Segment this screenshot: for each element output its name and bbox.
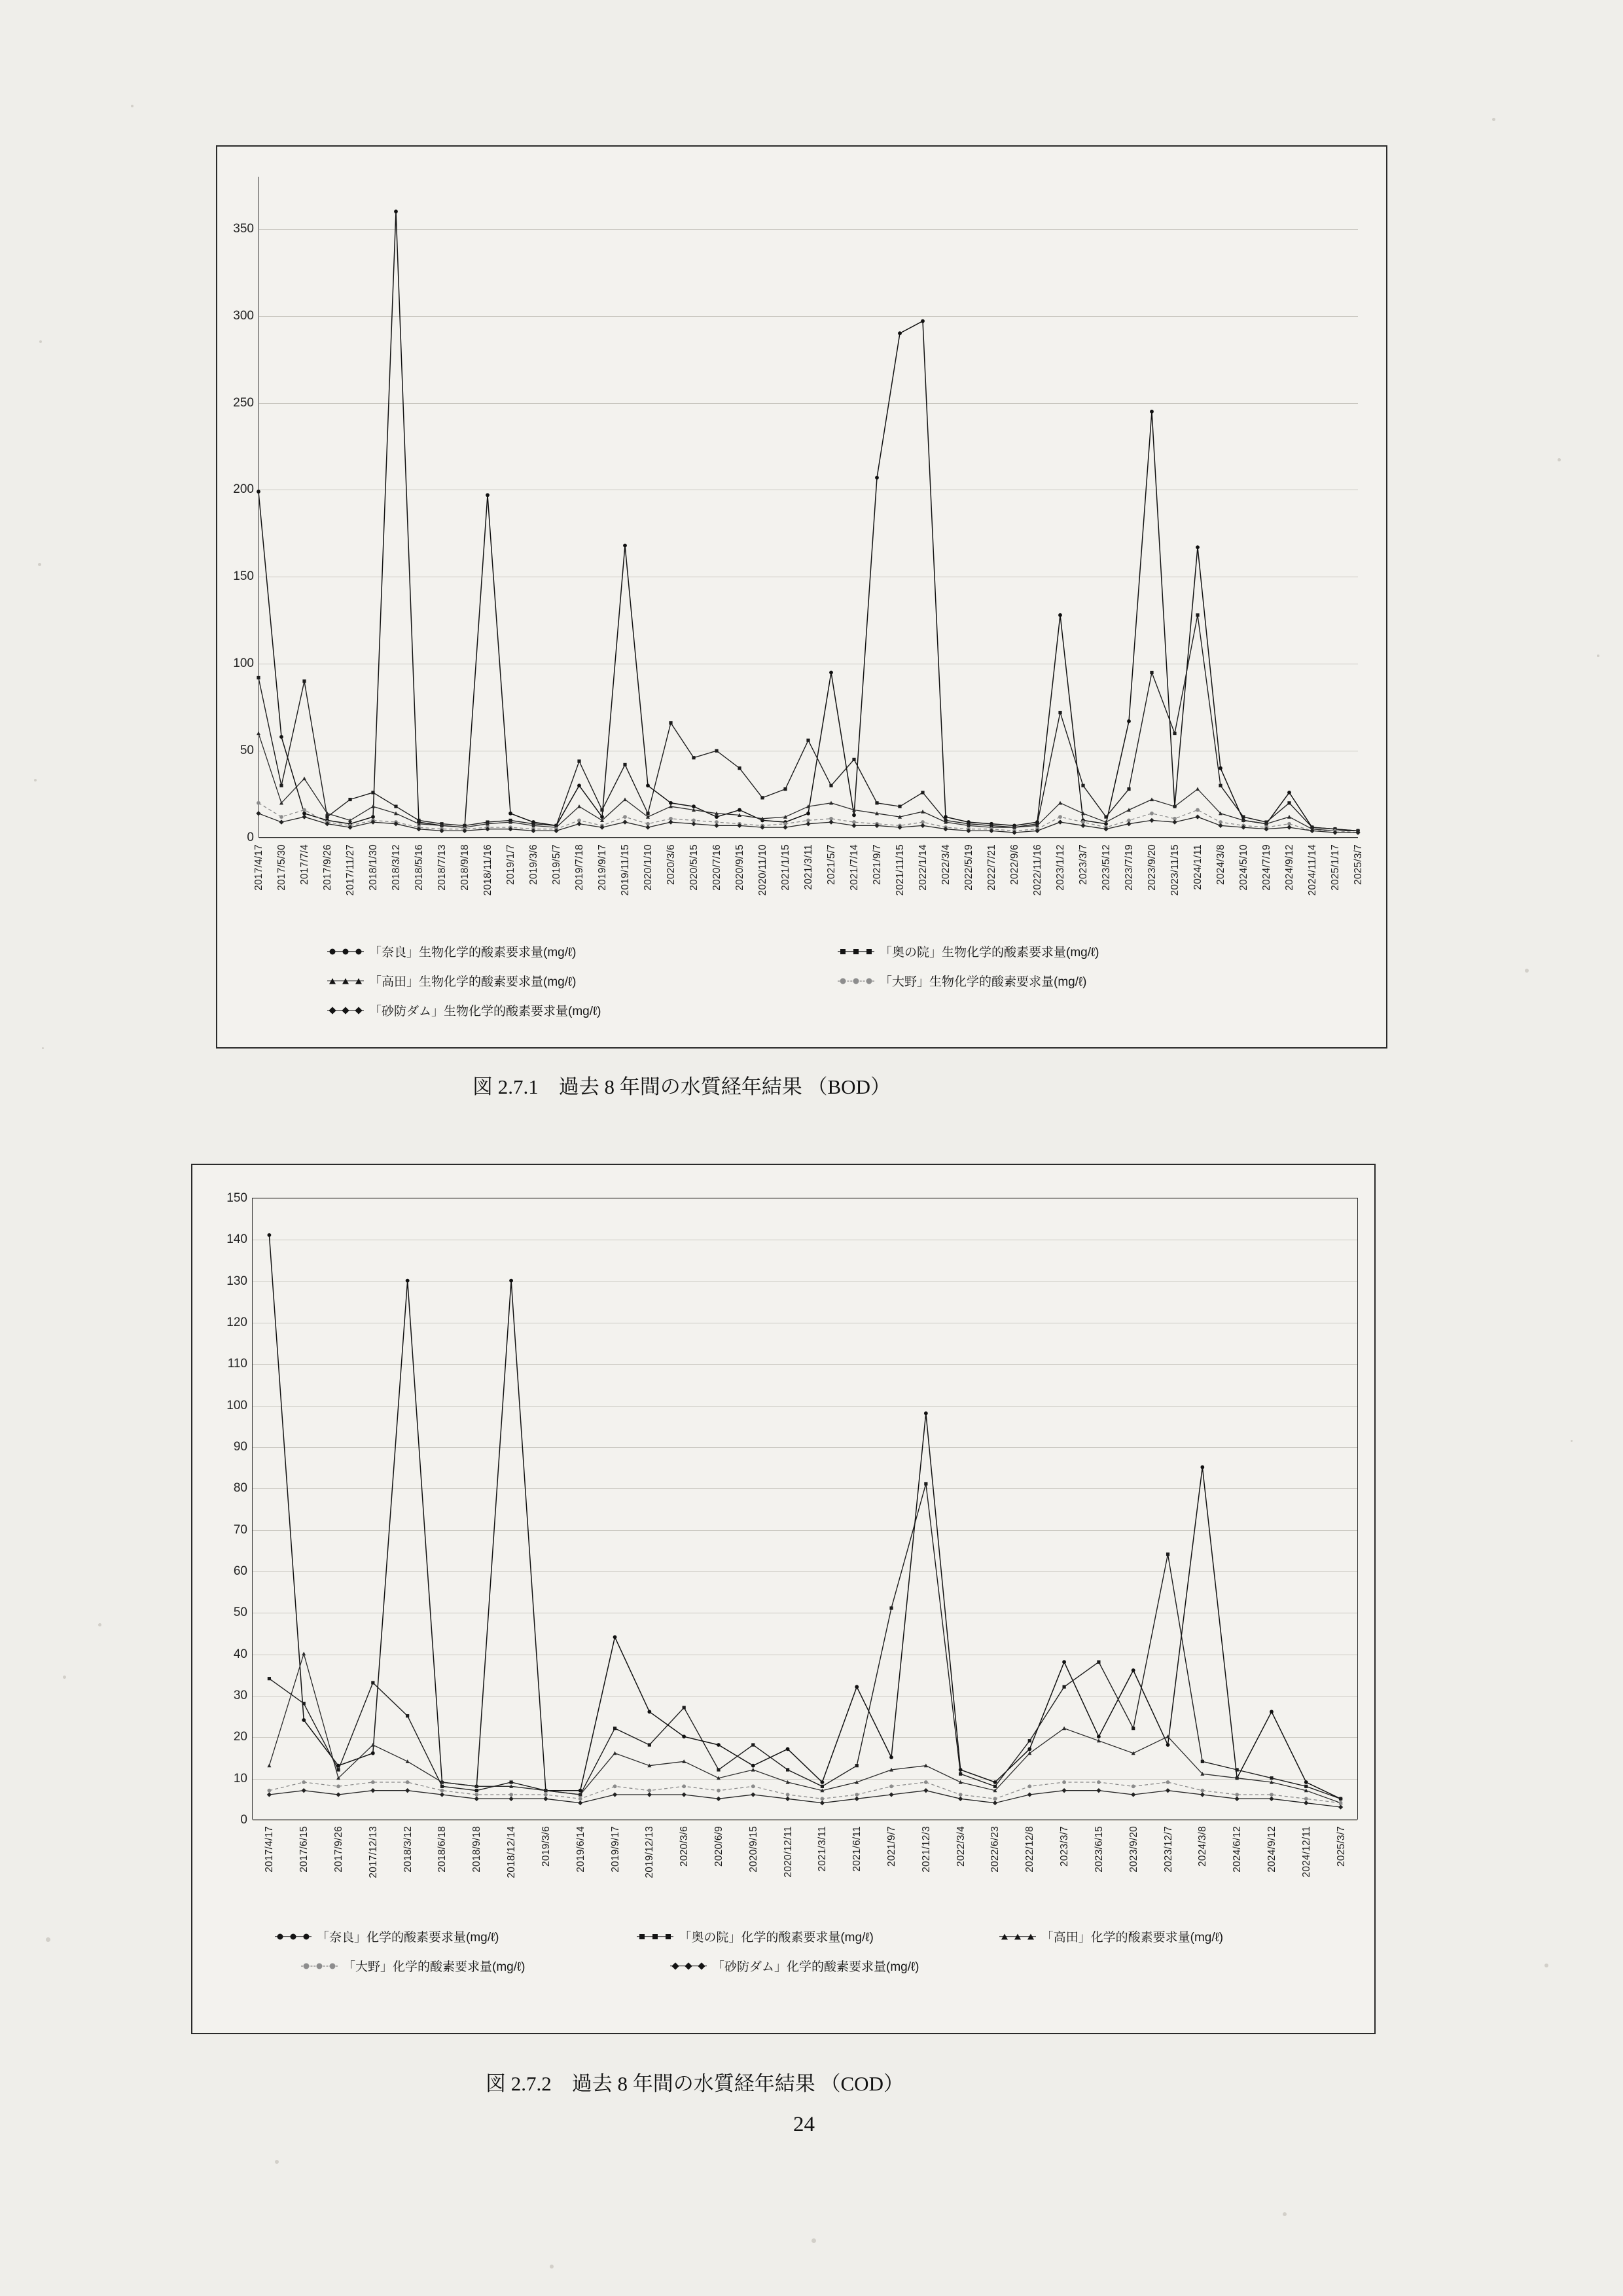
scan-speckle	[812, 2238, 816, 2243]
x-axis-tick-label: 2021/3/11	[803, 844, 814, 890]
gridline	[253, 1779, 1357, 1780]
legend-item	[327, 1001, 825, 1019]
cod-plot-area	[226, 1191, 1358, 1827]
gridline	[253, 1364, 1357, 1365]
scan-speckle	[98, 1623, 101, 1626]
gridline	[253, 1737, 1357, 1738]
x-axis-tick-label: 2020/1/10	[643, 844, 654, 891]
x-axis-tick-label: 2017/4/17	[264, 1826, 276, 1873]
x-axis-tick-label: 2020/9/15	[747, 1826, 759, 1873]
legend-label: 「大野」化学的酸素要求量(mg/ℓ)	[343, 1960, 526, 1974]
legend-swatch-dotlite-icon	[838, 977, 874, 986]
x-axis-tick-label: 2018/5/16	[414, 844, 425, 891]
y-axis-tick-label: 10	[233, 1771, 247, 1785]
scan-speckle	[1283, 2212, 1287, 2216]
x-axis-tick-label: 2023/11/15	[1169, 844, 1181, 896]
x-axis-tick-label: 2017/12/13	[367, 1826, 379, 1878]
x-axis-tick-label: 2018/9/18	[471, 1826, 483, 1873]
legend-label: 「奈良」生物化学的酸素要求量(mg/ℓ)	[369, 946, 577, 960]
gridline	[253, 1406, 1357, 1407]
x-axis-tick-label: 2023/12/7	[1162, 1826, 1174, 1873]
legend-swatch-dot-icon	[327, 947, 364, 956]
x-axis-tick-label: 2019/12/13	[644, 1826, 656, 1878]
x-axis-tick-label: 2018/3/12	[402, 1826, 414, 1873]
x-axis-tick-label: 2022/3/4	[940, 844, 952, 885]
x-axis-tick-label: 2024/3/8	[1197, 1826, 1209, 1867]
scan-speckle	[46, 1937, 50, 1942]
x-axis-tick-label: 2021/1/15	[780, 844, 791, 891]
legend-item	[301, 1957, 648, 1975]
y-axis-tick-label: 110	[227, 1357, 247, 1371]
legend-item	[999, 1928, 1339, 1945]
x-axis-tick-label: 2018/7/13	[437, 844, 448, 891]
x-axis-tick-label: 2025/3/7	[1353, 844, 1364, 885]
legend-item	[275, 1928, 615, 1945]
legend-label: 「高田」生物化学的酸素要求量(mg/ℓ)	[369, 975, 577, 989]
scan-speckle	[131, 105, 134, 107]
y-axis-tick-label: 100	[226, 1398, 247, 1412]
scan-speckle	[38, 563, 41, 566]
x-axis-tick-label: 2024/12/11	[1300, 1826, 1312, 1878]
x-axis-tick-label: 2024/9/12	[1284, 844, 1295, 891]
x-axis-tick-label: 2023/1/12	[1055, 844, 1066, 891]
page-number: 24	[793, 2113, 815, 2136]
x-axis-tick-label: 2022/5/19	[963, 844, 974, 891]
y-axis-tick-label: 50	[240, 744, 254, 758]
gridline	[253, 1488, 1357, 1489]
bod-legend	[327, 942, 1348, 1031]
legend-item	[327, 942, 815, 960]
cod-legend	[275, 1928, 1361, 1986]
x-axis-tick-label: 2023/6/15	[1093, 1826, 1105, 1873]
x-axis-tick-label: 2023/9/20	[1147, 844, 1158, 891]
legend-label: 「砂防ダム」生物化学的酸素要求量(mg/ℓ)	[369, 1005, 601, 1018]
x-axis-tick-label: 2019/11/15	[620, 844, 631, 896]
y-axis-tick-label: 300	[233, 308, 254, 323]
x-axis-tick-label: 2017/4/17	[253, 844, 264, 891]
y-axis-tick-label: 0	[247, 831, 254, 844]
legend-swatch-tri-icon	[327, 977, 364, 986]
y-axis-tick-label: 100	[233, 656, 254, 671]
y-axis-tick-label: 70	[233, 1522, 247, 1537]
gridline	[259, 403, 1358, 404]
legend-label: 「奥の院」化学的酸素要求量(mg/ℓ)	[679, 1931, 874, 1945]
figure-bod-caption: 図 2.7.1 過去 8 年間の水質経年結果 （BOD）	[473, 1075, 891, 1098]
x-axis-tick-label: 2017/7/4	[299, 844, 310, 885]
gridline	[253, 1447, 1357, 1448]
figure-cod-caption: 図 2.7.2 過去 8 年間の水質経年結果 （COD）	[486, 2072, 904, 2095]
y-axis-tick-label: 350	[233, 221, 254, 236]
y-axis-tick-label: 20	[233, 1730, 247, 1744]
legend-item	[327, 972, 815, 990]
x-axis-tick-label: 2018/1/30	[368, 844, 379, 891]
x-axis-tick-label: 2022/7/21	[986, 844, 997, 891]
y-axis-tick-label: 80	[233, 1481, 247, 1496]
scan-speckle	[550, 2265, 554, 2269]
scan-speckle	[42, 1047, 44, 1049]
x-axis-tick-label: 2019/9/17	[609, 1826, 621, 1873]
x-axis-tick-label: 2022/1/14	[918, 844, 929, 891]
y-axis-tick-label: 150	[233, 569, 254, 584]
x-axis-tick-label: 2019/6/14	[575, 1826, 586, 1873]
x-axis-tick-label: 2021/9/7	[886, 1826, 898, 1867]
x-axis-tick-label: 2020/3/6	[666, 844, 677, 885]
x-axis-tick-label: 2019/3/6	[528, 844, 539, 885]
x-axis-tick-label: 2024/5/10	[1238, 844, 1249, 891]
gridline	[259, 316, 1358, 317]
legend-item	[637, 1928, 976, 1945]
x-axis-tick-label: 2019/7/18	[574, 844, 585, 891]
x-axis-tick-label: 2021/11/15	[895, 844, 906, 896]
legend-swatch-dia-icon	[327, 1006, 364, 1015]
y-axis-tick-label: 40	[233, 1647, 247, 1661]
legend-label: 「高田」化学的酸素要求量(mg/ℓ)	[1041, 1931, 1224, 1945]
scan-speckle	[1571, 1440, 1573, 1442]
scan-speckle	[1544, 1964, 1548, 1967]
x-axis-tick-label: 2018/11/16	[482, 844, 493, 896]
x-axis-tick-label: 2021/9/7	[872, 844, 883, 885]
legend-item	[838, 942, 1326, 960]
legend-swatch-dia-icon	[670, 1962, 707, 1971]
legend-label: 「奥の院」生物化学的酸素要求量(mg/ℓ)	[880, 946, 1099, 960]
y-axis-tick-label: 250	[233, 395, 254, 410]
y-axis-tick-label: 140	[226, 1232, 247, 1247]
x-axis-tick-label: 2023/9/20	[1128, 1826, 1139, 1873]
x-axis-tick-label: 2024/6/12	[1232, 1826, 1243, 1873]
gridline	[253, 1571, 1357, 1572]
legend-item	[670, 1957, 1017, 1975]
x-axis-tick-label: 2019/9/17	[597, 844, 608, 891]
gridline	[253, 1820, 1357, 1821]
x-axis-tick-label: 2022/12/8	[1024, 1826, 1036, 1873]
x-axis-tick-label: 2020/7/16	[711, 844, 722, 891]
y-axis-tick-label: 30	[233, 1689, 247, 1702]
x-axis-tick-label: 2024/11/14	[1307, 844, 1318, 896]
x-axis-tick-label: 2022/6/23	[990, 1826, 1001, 1873]
x-axis-tick-label: 2021/7/14	[849, 844, 860, 891]
scan-speckle	[1525, 969, 1529, 973]
x-axis-tick-label: 2021/3/11	[817, 1826, 829, 1872]
y-axis-tick-label: 60	[233, 1564, 247, 1578]
x-axis-tick-label: 2021/5/7	[826, 844, 837, 885]
x-axis-tick-label: 2024/1/11	[1192, 844, 1204, 890]
x-axis-tick-label: 2020/3/6	[679, 1826, 690, 1867]
x-axis-tick-label: 2017/9/26	[322, 844, 333, 891]
scan-speckle	[63, 1676, 66, 1679]
x-axis-tick-label: 2021/6/11	[851, 1826, 863, 1872]
x-axis-tick-label: 2018/6/18	[437, 1826, 448, 1873]
x-axis-tick-label: 2023/3/7	[1059, 1826, 1071, 1867]
scan-speckle	[1492, 118, 1495, 121]
bod-plot-area	[233, 177, 1358, 844]
x-axis-tick-label: 2019/3/6	[540, 1826, 552, 1867]
x-axis-tick-label: 2020/11/10	[757, 844, 768, 896]
scan-speckle	[1597, 655, 1599, 657]
x-axis-tick-label: 2023/5/12	[1101, 844, 1112, 891]
x-axis-tick-label: 2017/11/27	[345, 844, 356, 896]
x-axis-tick-label: 2017/6/15	[298, 1826, 310, 1873]
legend-item	[838, 972, 1326, 990]
y-axis-tick-label: 200	[233, 482, 254, 497]
legend-swatch-dotlite-icon	[301, 1962, 338, 1971]
scan-speckle	[39, 340, 42, 343]
legend-swatch-sq-icon	[838, 947, 874, 956]
scan-speckle	[275, 2160, 279, 2164]
legend-label: 「大野」生物化学的酸素要求量(mg/ℓ)	[880, 975, 1087, 989]
scan-speckle	[1558, 458, 1561, 461]
x-axis-tick-label: 2024/9/12	[1266, 1826, 1277, 1873]
y-axis-tick-label: 90	[233, 1440, 247, 1454]
x-axis-tick-label: 2023/7/19	[1124, 844, 1135, 891]
x-axis-tick-label: 2020/5/15	[688, 844, 700, 891]
gridline	[259, 229, 1358, 230]
y-axis-tick-label: 50	[233, 1605, 247, 1620]
x-axis-tick-label: 2018/3/12	[391, 844, 402, 891]
x-axis-tick-label: 2020/9/15	[734, 844, 745, 891]
x-axis-tick-label: 2019/5/7	[551, 844, 562, 885]
x-axis-tick-label: 2020/6/9	[713, 1826, 724, 1867]
x-axis-tick-label: 2018/9/18	[459, 844, 471, 891]
legend-label: 「砂防ダム」化学的酸素要求量(mg/ℓ)	[712, 1960, 919, 1974]
y-axis-tick-label: 130	[226, 1274, 247, 1288]
x-axis-tick-label: 2025/1/17	[1330, 844, 1341, 891]
legend-swatch-sq-icon	[637, 1932, 673, 1941]
x-axis-tick-label: 2022/11/16	[1032, 844, 1043, 896]
x-axis-tick-label: 2018/12/14	[506, 1826, 518, 1878]
gridline	[253, 1198, 1357, 1199]
legend-swatch-dot-icon	[275, 1932, 312, 1941]
y-axis-tick-label: 0	[240, 1813, 247, 1827]
x-axis-tick-label: 2021/12/3	[920, 1826, 932, 1873]
x-axis-tick-label: 2024/7/19	[1261, 844, 1272, 891]
legend-swatch-tri-icon	[999, 1932, 1036, 1941]
x-axis-tick-label: 2022/9/6	[1009, 844, 1020, 885]
x-axis-tick-label: 2019/1/7	[505, 844, 516, 885]
x-axis-tick-label: 2023/3/7	[1078, 844, 1089, 885]
x-axis-tick-label: 2024/3/8	[1215, 844, 1226, 885]
y-axis-tick-label: 120	[226, 1316, 247, 1329]
gridline	[253, 1530, 1357, 1531]
x-axis-tick-label: 2022/3/4	[955, 1826, 967, 1867]
x-axis-tick-label: 2025/3/7	[1335, 1826, 1347, 1867]
legend-label: 「奈良」化学的酸素要求量(mg/ℓ)	[317, 1931, 499, 1945]
x-axis-tick-label: 2017/9/26	[333, 1826, 345, 1873]
x-axis-tick-label: 2020/12/11	[782, 1826, 794, 1878]
scan-speckle	[34, 779, 37, 781]
y-axis-tick-label: 150	[226, 1191, 247, 1205]
x-axis-tick-label: 2017/5/30	[276, 844, 287, 891]
